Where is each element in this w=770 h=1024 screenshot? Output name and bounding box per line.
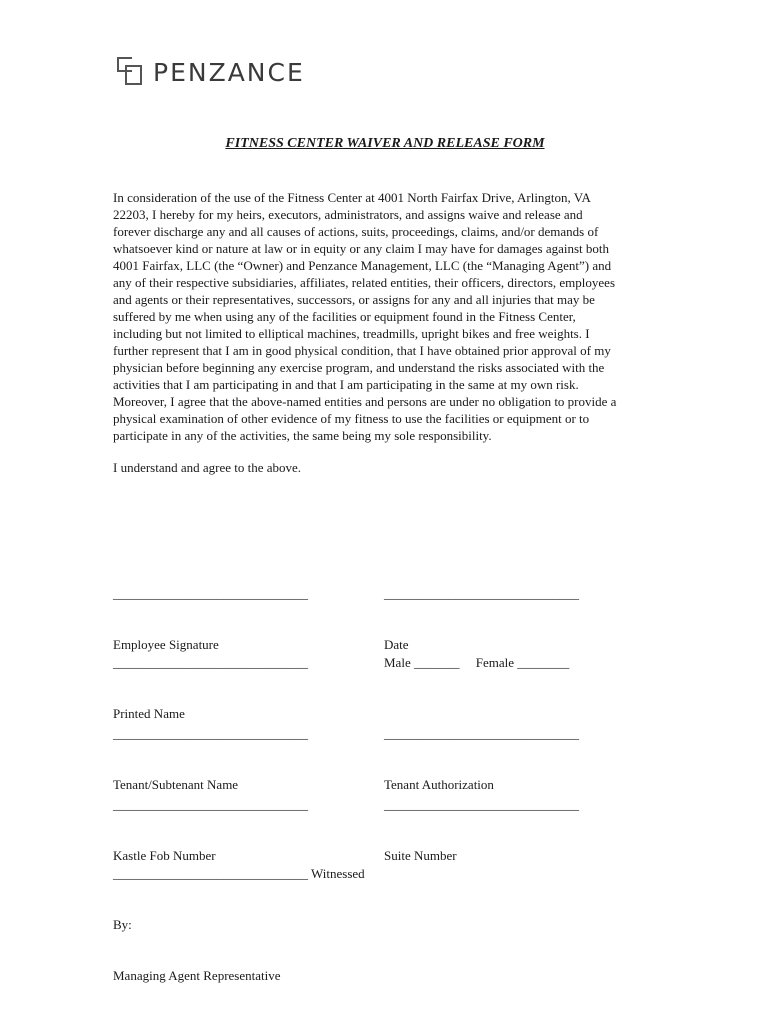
suite-number-line[interactable]: ______________________________ — [384, 797, 579, 812]
signature-line[interactable]: ______________________________ — [113, 586, 308, 601]
waiver-paragraph: In consideration of the use of the Fitness Center at 4001 North Fairfax Drive, Arlington, VA 22203, I hereby for my heirs, executors, administrators, and assigns waive and release and forever discharge any and all causes of actions, suits, proceedings, claims, and/or demands of whatsoever kind or nature at law or in equity or any claim I may have for damages against both 4001 Fairfax, LLC (the “Owner) and Penzance Management, LLC (the “Managing Agent”) and any of their respective subsidiaries, affiliates, related entities, their officers, directors, employees and agents or their representatives, successors, or assigns for any and all injuries that may be suffered by me when using any of the facilities or equipment found in the Fitness Center, including but not limited to elliptical machines, treadmills, upright bikes and free weights. I further represent that I am in good physical condition, that I have obtained prior approval of my physician before beginning any exercise program, and understand the risks associated with the activities that I am participating in and that I am participating in the same at my own risk. Moreover, I agree that the above-named entities and persons are under no obligation to provide a physical examination of other evidence of my fitness to use the facilities or equipment or to participate in any of the activities, the same being my sole responsibility. — [113, 190, 617, 443]
logo-text: PENZANCE — [153, 57, 305, 87]
printed-name-line[interactable]: ______________________________ — [113, 655, 308, 670]
kastle-fob-label: Kastle Fob Number — [113, 848, 216, 863]
gender-field[interactable] — [384, 620, 569, 688]
witnessed-by-label: By: — [113, 917, 132, 932]
date-label: Date — [384, 637, 409, 652]
witnessed-field — [113, 831, 365, 1001]
agree-statement: I understand and agree to the above. — [113, 460, 302, 475]
tenant-name-line[interactable]: ______________________________ — [113, 726, 308, 741]
managing-agent-rep-label: Managing Agent Representative — [113, 968, 281, 983]
suite-number-label: Suite Number — [384, 848, 457, 863]
gender-line[interactable]: Male _______ Female ________ — [384, 655, 570, 670]
witnessed-line[interactable]: ______________________________ Witnessed — [113, 866, 365, 881]
printed-name-label: Printed Name — [113, 706, 185, 721]
tenant-authorization-label: Tenant Authorization — [384, 777, 494, 792]
suite-number-field — [384, 762, 579, 881]
employee-signature-label: Employee Signature — [113, 637, 219, 652]
penzance-logo — [117, 56, 305, 88]
form-title: FITNESS CENTER WAIVER AND RELEASE FORM — [225, 136, 545, 151]
tenant-name-label: Tenant/Subtenant Name — [113, 777, 239, 792]
tenant-authorization-line[interactable]: ______________________________ — [384, 726, 579, 741]
penzance-logo-icon — [117, 57, 145, 87]
date-line[interactable]: ______________________________ — [384, 586, 579, 601]
kastle-fob-line[interactable]: ______________________________ — [113, 797, 308, 812]
